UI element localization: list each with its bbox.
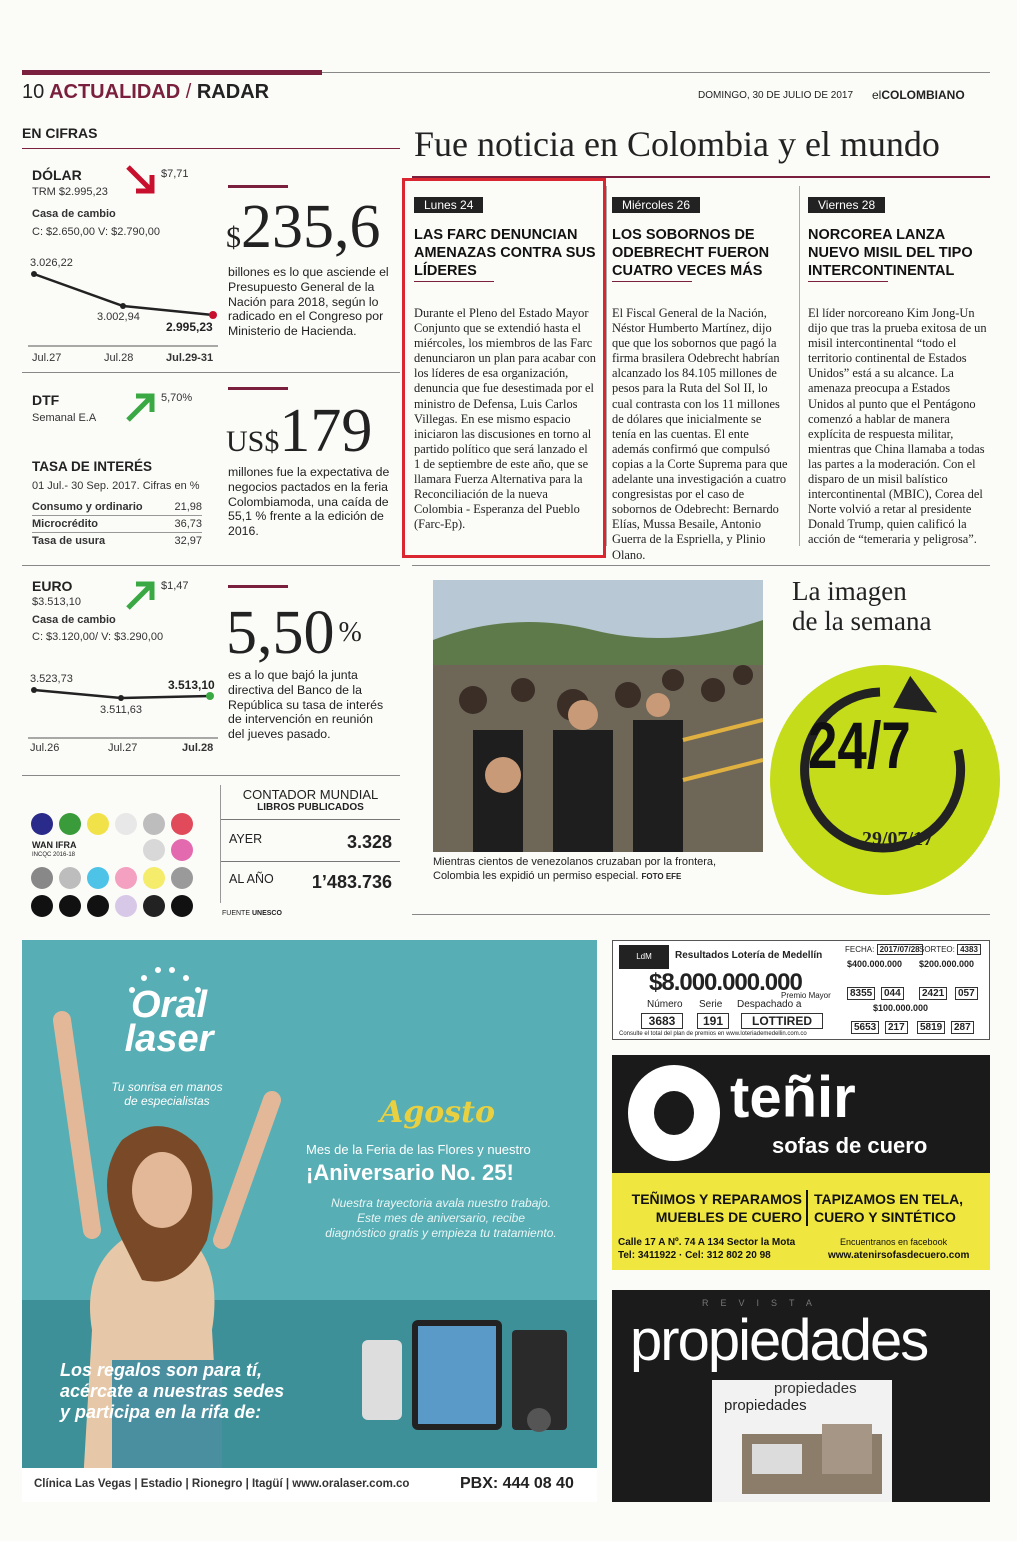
- dtf-sub: Semanal E.A: [32, 412, 97, 424]
- atenir-web: www.atenirsofasdecuero.com: [828, 1250, 970, 1261]
- wanifra-sub: INCQC 2016-18: [32, 852, 76, 858]
- dolar-point: [209, 311, 217, 319]
- oral-line2: ¡Aniversario No. 25!: [306, 1160, 514, 1185]
- news-day-tag: Lunes 24: [414, 197, 483, 213]
- loteria-sec3-serie1: 217: [885, 1021, 908, 1034]
- ad-oral-laser[interactable]: [22, 940, 597, 1502]
- arrow-down-icon: [124, 163, 158, 197]
- color-swatches: [28, 810, 198, 920]
- dtf-change: 5,70%: [161, 392, 193, 404]
- dolar-date: Jul.27: [32, 352, 62, 364]
- wanifra-logo: WAN IFRA: [32, 840, 77, 850]
- fact-rule: [228, 185, 288, 188]
- subsection-name: RADAR: [196, 81, 270, 103]
- dolar-casa-label: Casa de cambio: [32, 208, 116, 220]
- paper-logo: elCOLOMBIANO: [872, 88, 965, 102]
- news-body: El Fiscal General de la Nación, Néstor Humberto Martínez, dijo que que los sobornos que pagó la firma brasilera Odebrecht habrían alcanzado los 84.105 millones de pesos para la Ruta del Sol II, lo cual contrasta con los 11 millones de dólares que inicialmente se tenía en las cuentas. El ente además confirmó que compulsó copias a la Corte Suprema para que adelante una investigación a cuatro congresistas por el caso de sobornos de Odebrecht: Bernardo Elías, Mussa Besaile, Antonio Guerra de la Espriella, y Plinio Olano.: [612, 306, 788, 562]
- dolar-change: $7,71: [161, 168, 189, 180]
- photo-caption: Mientras cientos de venezolanos cruzaban por la frontera, Colombia les expidió un permiso especial. FOTO EFE: [433, 856, 717, 882]
- loteria-sec3-num1: 5653: [851, 1021, 879, 1034]
- euro-point: [206, 692, 214, 700]
- cifras-title: EN CIFRAS: [22, 125, 98, 141]
- loteria-numero-label: Número: [647, 999, 683, 1010]
- fact-rule: [228, 387, 288, 390]
- dolar-point: [120, 303, 126, 309]
- oral-promo: Los regalos son para tí, acércate a nuestras sedes y participa en la rifa de:: [60, 1360, 285, 1422]
- cifras-rule: [22, 148, 400, 149]
- fact-rule: [228, 585, 288, 588]
- dolar-point-label: 2.995,23: [166, 320, 213, 334]
- euro-date: Jul.28: [182, 742, 214, 754]
- table-row: Consumo y ordinario 21,98: [32, 499, 202, 516]
- photo-migrants: [433, 580, 763, 852]
- oral-line1: Mes de la Feria de las Flores y nuestro: [306, 1142, 531, 1157]
- euro-label: EURO: [32, 578, 73, 594]
- ad-propiedades[interactable]: [612, 1290, 990, 1502]
- contador-source: FUENTE UNESCO: [222, 910, 282, 917]
- dolar-trm: TRM $2.995,23: [32, 186, 108, 198]
- dolar-point-label: 3.002,94: [97, 311, 140, 323]
- loteria-premio: $8.000.000.000: [649, 969, 802, 996]
- section-rule: [412, 565, 990, 566]
- atenir-sub: sofas de cuero: [772, 1133, 928, 1158]
- dolar-chart: [28, 268, 218, 348]
- euro-date: Jul.26: [30, 742, 60, 754]
- news-body: El líder norcoreano Kim Jong-Un dijo que tras la prueba exitosa de un misil intercontinental “todo el territorio continental de Estados Unidos” está a su alcance. La amenaza preocupa a Estados Unidos al punto que el Pentágono comenzó a hablar de manera explícita de respuesta militar, mientras que China llamaba a todas las partes a la moderación. Con el disparo de un misil balístico intercontinental (MBIC), Corea del Norte volvió a retar al presidente Donald Trump, quien calificó la acción de “temeraria y peligrosa”.: [808, 306, 987, 547]
- loteria-sec3: $100.000.000: [873, 1003, 929, 1013]
- atenir-line2: TAPIZAMOS EN TELA, CUERO Y SINTÉTICO: [814, 1191, 964, 1225]
- atenir-brand: teñir: [730, 1065, 856, 1130]
- euro-value: $3.513,10: [32, 596, 81, 608]
- dtf-label: DTF: [32, 392, 60, 408]
- news-item: [414, 196, 596, 532]
- loteria-fecha: FECHA: 2017/07/28: [845, 945, 923, 954]
- oral-tagline: Tu sonrisa en manos de especialistas: [111, 1080, 223, 1108]
- loteria-sorteo: SORTEO: 4383: [919, 945, 981, 954]
- loteria-serie-label: Serie: [699, 999, 723, 1010]
- euro-casa-values: C: $3.120,00/ V: $3.290,00: [32, 631, 164, 643]
- fact3-text: es a lo que bajó la junta directiva del Banco de la República su tasa de interés de intervención en reunión del jueves pasado.: [228, 668, 384, 742]
- loteria-sec3-num2: 5819: [917, 1021, 945, 1034]
- loteria-footer: Consulte el total del plan de premios en www.loteriademedellin.com.co: [619, 1031, 807, 1037]
- news-day-tag: Viernes 28: [808, 197, 885, 213]
- loteria-box: [612, 940, 990, 1040]
- section-name: ACTUALIDAD: [49, 81, 181, 103]
- table-row: AYER 3.328: [221, 820, 400, 862]
- contador-subtitle: LIBROS PUBLICADOS: [221, 802, 400, 820]
- news-body: Durante el Pleno del Estado Mayor Conjunto que se extendió hasta el miércoles, los miembros de las Farc denunciaron un plan para acabar con los líderes de esa organización, denuncia que fue desestimada por el ministro de Defensa, Luis Carlos Villegas. En ese mismo espacio iniciaron las discusiones en torno al partido político que será lanzado el 1 de septiembre de este año, que se llamara Fuerza Alternativa para la Reconciliación de la nueva Colombia - Esperanza del Pueblo (Farc-Ep).: [414, 306, 596, 532]
- section-rule: [22, 372, 400, 373]
- atenir-line1: TEÑIMOS Y REPARAMOS MUEBLES DE CUERO: [618, 1190, 808, 1226]
- euro-date: Jul.27: [108, 742, 138, 754]
- loteria-logo-icon: LdM: [619, 945, 669, 969]
- atenir-tel: Tel: 3411922 · Cel: 312 802 20 98: [618, 1250, 771, 1261]
- news-day-tag: Miércoles 26: [612, 197, 700, 213]
- dolar-point-label: 3.026,22: [30, 257, 73, 269]
- section-rule: [22, 565, 400, 566]
- atenir-address: Calle 17 A Nº. 74 A 134 Sector la Mota: [618, 1237, 796, 1248]
- loteria-sec2-num: 2421: [919, 987, 947, 1000]
- fact2-number: US$179: [226, 397, 373, 465]
- header-rule-accent: [22, 70, 322, 75]
- oral-line3: Nuestra trayectoria avala nuestro trabajo. Este mes de aniversario, recibe diagnóstico gratis y empieza tu tratamiento.: [325, 1196, 557, 1240]
- arrow-up-icon: [124, 390, 158, 424]
- oral-pbx: PBX: 444 08 40: [460, 1475, 574, 1492]
- atenir-fb: Encuentranos en facebook: [840, 1237, 948, 1247]
- section-rule: [412, 914, 990, 915]
- loteria-title: Resultados Lotería de Medellín: [675, 950, 823, 961]
- loteria-sec1: $400.000.000: [847, 959, 903, 969]
- loteria-serie: 191: [697, 1013, 729, 1029]
- loteria-despachado: LOTTIRED: [741, 1013, 823, 1029]
- dolar-label: DÓLAR: [32, 167, 82, 183]
- oral-month: Agosto: [380, 1095, 496, 1130]
- page-header: 10 ACTUALIDAD / RADAR: [22, 81, 270, 103]
- interes-table: [32, 499, 202, 549]
- house-illustration: [712, 1414, 892, 1494]
- dolar-point: [31, 271, 37, 277]
- badge-date: 29/07/17: [862, 828, 934, 850]
- prop-brand: propiedades: [630, 1308, 928, 1373]
- badge-text: 24/7: [808, 708, 911, 782]
- loteria-sec3-serie2: 287: [951, 1021, 974, 1034]
- contador-box: [220, 785, 400, 903]
- news-headline: LAS FARC DENUNCIAN AMENAZAS CONTRA SUS LÍDERES: [414, 227, 596, 279]
- news-headline: NORCOREA LANZA NUEVO MISIL DEL TIPO INTERCONTINENTAL: [808, 227, 973, 279]
- fact2-text: millones fue la expectativa de negocios pactados en la feria Colombiamoda, una caída de 55,1 % frente a la edición de 2016.: [228, 465, 390, 539]
- euro-point-label: 3.513,10: [168, 678, 215, 692]
- ad-atenir[interactable]: [612, 1055, 990, 1270]
- euro-casa-label: Casa de cambio: [32, 614, 116, 626]
- header-date: DOMINGO, 30 DE JULIO DE 2017: [698, 90, 854, 101]
- gifts-illustration: [352, 1300, 582, 1460]
- news-item: [808, 196, 988, 548]
- news-item: [612, 196, 788, 563]
- euro-point: [31, 687, 37, 693]
- dolar-casa-values: C: $2.650,00 V: $2.790,00: [32, 226, 161, 238]
- news-headline: LOS SOBORNOS DE ODEBRECHT FUERON CUATRO VECES MÁS: [612, 227, 770, 279]
- euro-change: $1,47: [161, 580, 189, 592]
- prop-mini-brand: propiedades: [774, 1380, 857, 1397]
- table-row: Microcrédito 36,73: [32, 516, 202, 533]
- table-row: Tasa de usura 32,97: [32, 535, 202, 547]
- interes-label: TASA DE INTERÉS: [32, 459, 153, 474]
- section-rule: [22, 775, 400, 776]
- oral-logo: Oral laser: [124, 984, 214, 1060]
- euro-point-label: 3.523,73: [30, 673, 73, 685]
- contador-title: CONTADOR MUNDIAL: [242, 787, 379, 802]
- loteria-premio-label: Premio Mayor: [781, 991, 831, 1000]
- main-title: Fue noticia en Colombia y el mundo: [414, 124, 940, 164]
- fact1-text: billones es lo que asciende el Presupuesto General de la Nación para 2018, según lo radicado en el Congreso por Ministerio de Hacienda.: [228, 265, 389, 339]
- color-control-bar: [28, 810, 198, 920]
- column-rule: [606, 186, 607, 546]
- page-number: 10: [22, 81, 45, 103]
- dolar-date: Jul.29-31: [166, 352, 214, 364]
- arrow-up-icon: [124, 578, 158, 612]
- prop-revista: REVISTA: [702, 1298, 824, 1308]
- loteria-sec1-num: 8355: [847, 987, 875, 1000]
- photo-illustration: [433, 580, 763, 852]
- oral-footer: Clínica Las Vegas | Estadio | Rionegro | Itagüí | www.oralaser.com.co: [34, 1478, 410, 1490]
- loteria-sec2: $200.000.000: [919, 959, 975, 969]
- prop-mini-brand2: propiedades: [724, 1397, 807, 1414]
- table-row: AL AÑO 1’483.736: [229, 872, 392, 892]
- imagen-title: La imagen de la semana: [792, 576, 932, 636]
- dolar-date: Jul.28: [104, 352, 134, 364]
- prop-cover: [712, 1380, 892, 1502]
- euro-point-label: 3.511,63: [100, 704, 143, 716]
- interes-period: 01 Jul.- 30 Sep. 2017. Cifras en %: [32, 480, 200, 492]
- atenir-logo-inner: [654, 1091, 694, 1135]
- loteria-numero: 3683: [641, 1013, 683, 1029]
- euro-point: [118, 695, 124, 701]
- loteria-sec2-serie: 057: [955, 987, 978, 1000]
- fact1-number: $235,6: [226, 193, 381, 261]
- header-rule: [322, 72, 990, 73]
- column-rule: [799, 186, 800, 546]
- loteria-sec1-serie: 044: [881, 987, 904, 1000]
- loteria-despachado-label: Despachado a: [737, 999, 802, 1010]
- fact3-number: 5,50 %: [226, 599, 362, 667]
